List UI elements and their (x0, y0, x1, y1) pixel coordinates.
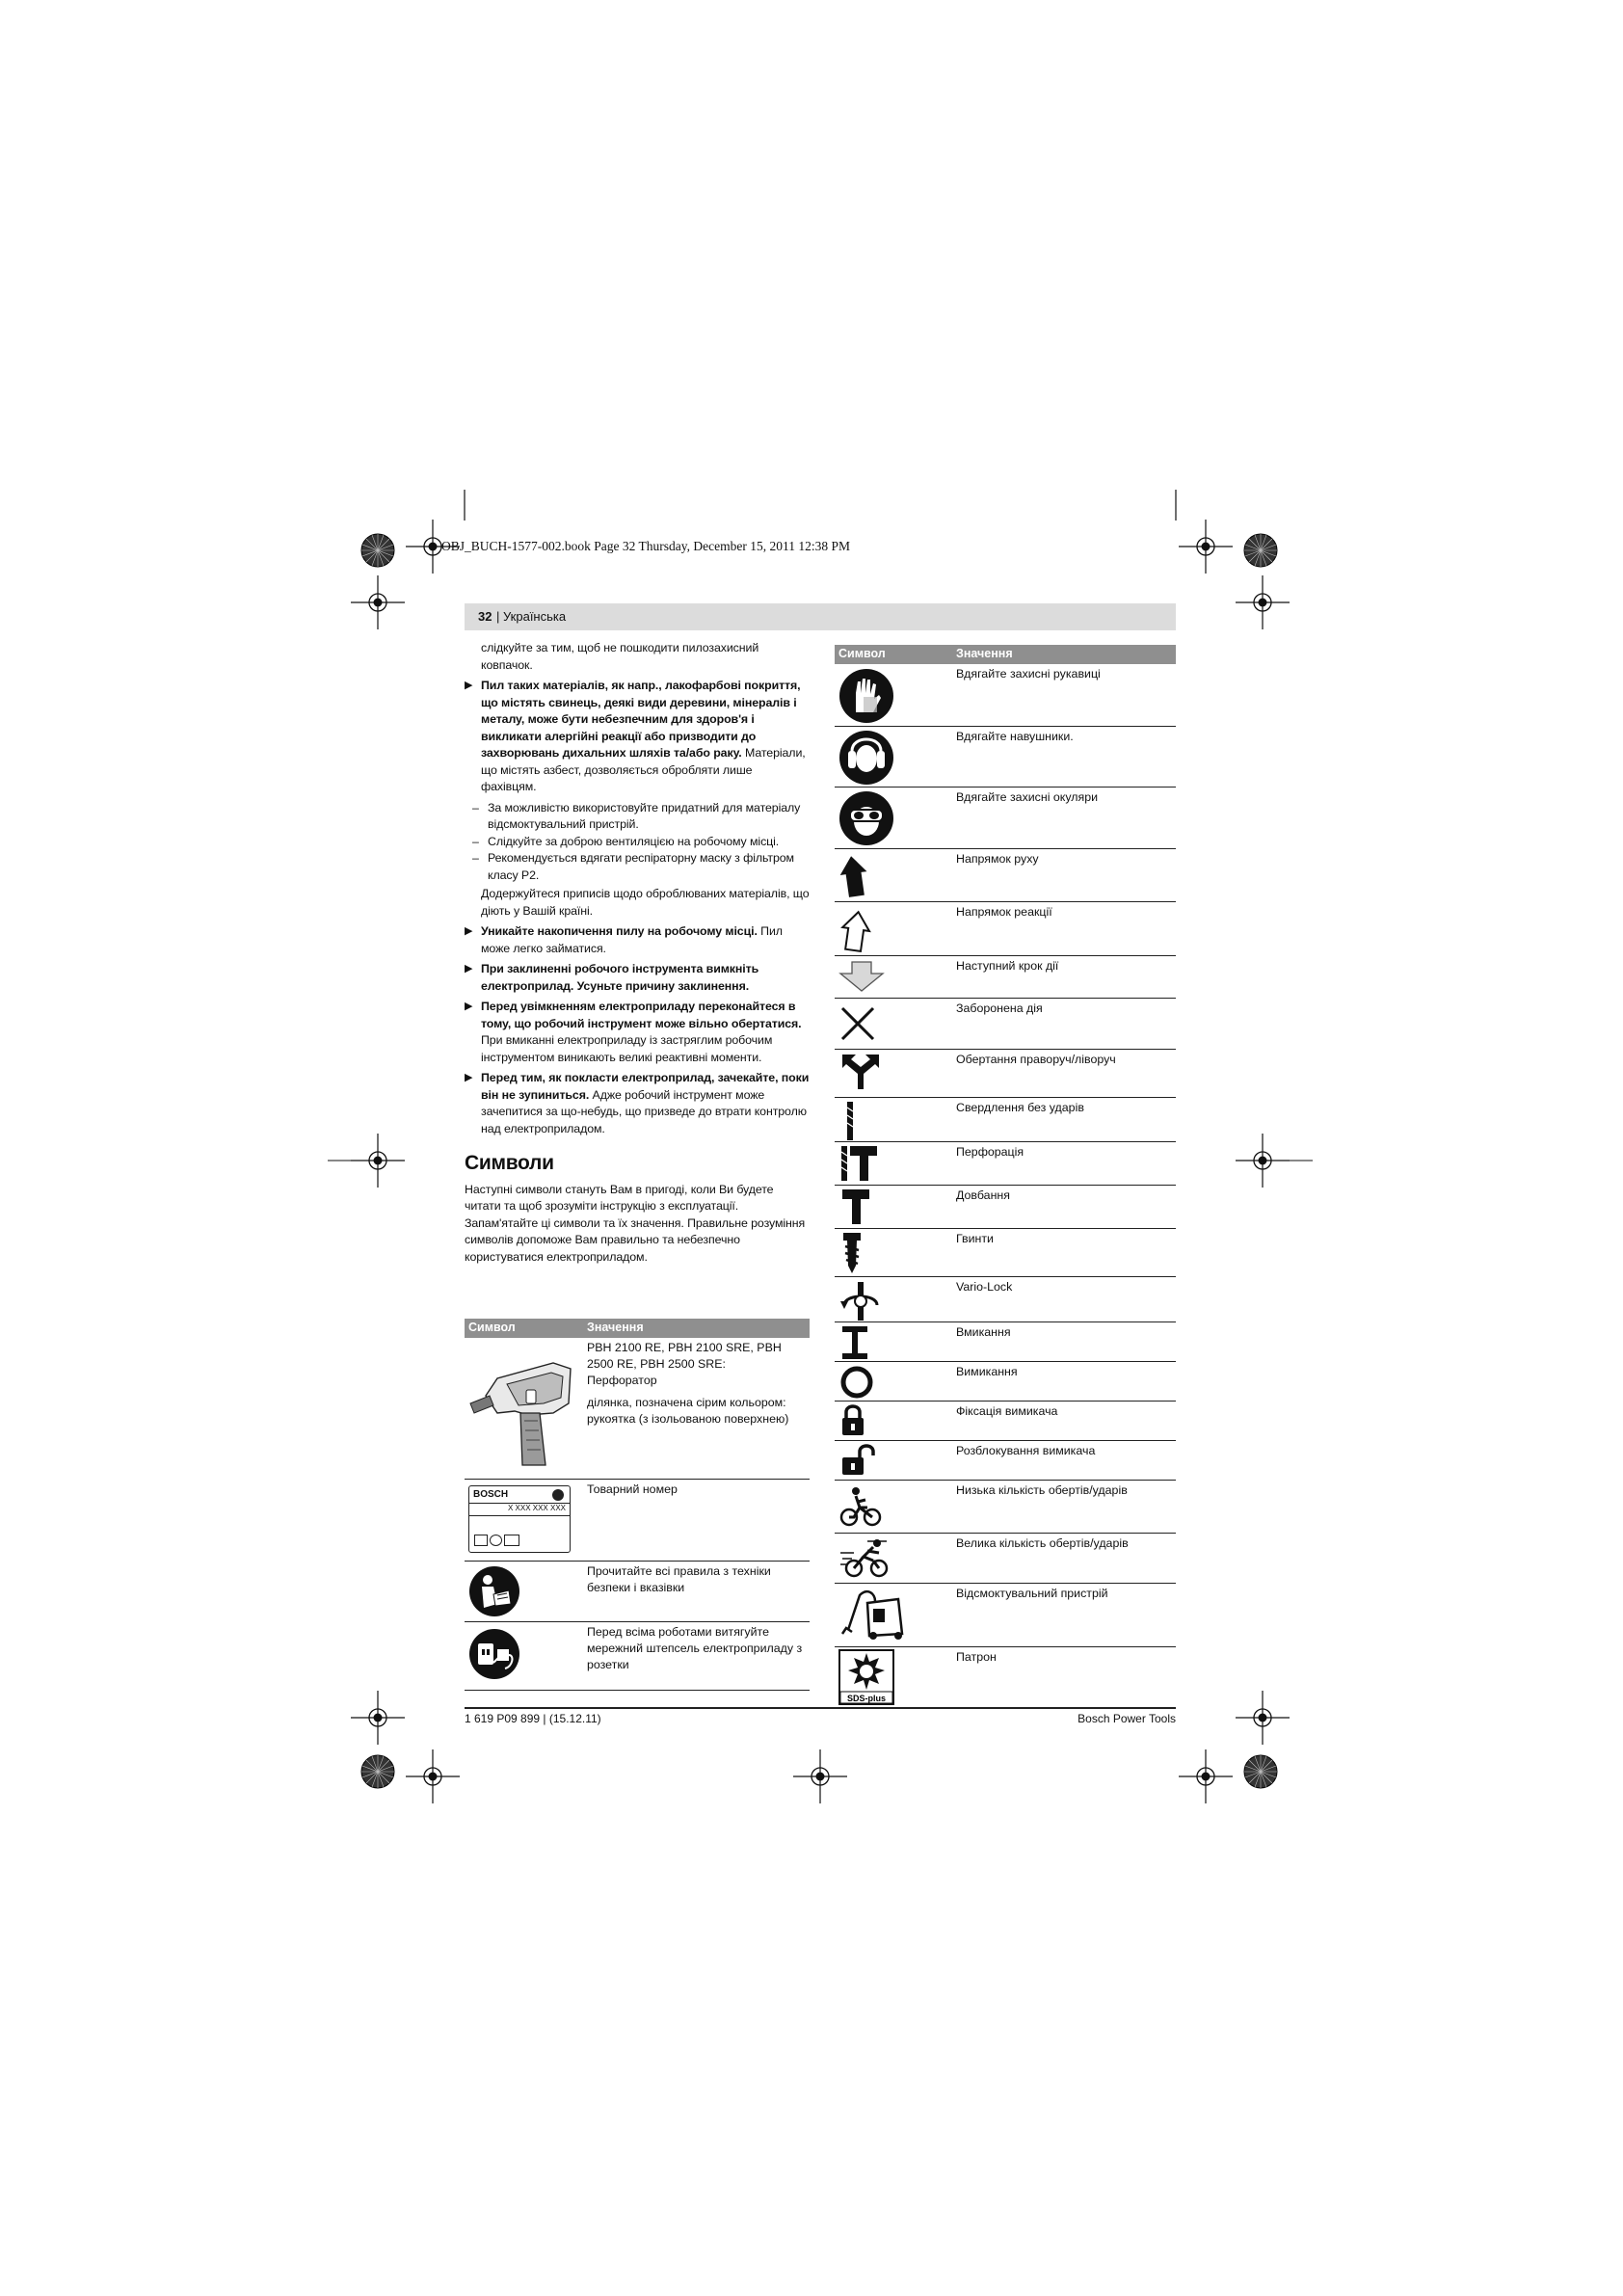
gloves-icon (838, 668, 894, 729)
symbol-meaning: Наступний крок дії (956, 959, 1059, 973)
left-column (465, 640, 810, 1269)
table-row (835, 956, 1176, 999)
table-row (835, 727, 1176, 788)
symbol-meaning: Напрямок руху (956, 852, 1039, 866)
symbol-meaning: Перфорація (956, 1145, 1024, 1159)
bullet-arrow-icon: ▶ (465, 680, 473, 691)
sds-chuck-icon (838, 1649, 894, 1710)
arrow-down-icon (838, 960, 887, 998)
hammer-drill-tool-icon (468, 1344, 576, 1471)
table-header: Символ Значення (465, 1319, 810, 1338)
symbol-meaning: Обертання праворуч/ліворуч (956, 1053, 1116, 1066)
tool-models: PBH 2100 RE, PBH 2100 SRE, PBH 2500 RE, PBH 2500 SRE: (587, 1341, 782, 1371)
intro-paragraph: Наступні символи стануть Вам в пригоді, коли Ви будете читати та щоб зрозуміти інструкцію з експлуатації. Запам'ятайте ці символи та їх значення. Правильне розуміння символів допоможе Вам правильно та небезпечно користуватися електроприладом. (465, 1182, 806, 1264)
print-header: OBJ_BUCH-1577-002.book Page 32 Thursday, December 15, 2011 12:38 PM (441, 539, 850, 553)
footer-right: Bosch Power Tools (1078, 1712, 1176, 1725)
table-row (835, 902, 1176, 956)
table-row (835, 664, 1176, 727)
table-row (835, 1050, 1176, 1098)
dash-item: – За можливістю використовуйте придатний для матеріалу відсмоктувальний пристрій. (472, 800, 801, 831)
table-header: Символ Значення (835, 645, 1176, 664)
vario-lock-icon (838, 1280, 885, 1327)
unplug-label: Перед всіма роботами витягуйте мережний штепсель електроприладу з розетки (587, 1625, 803, 1671)
symbol-meaning: Вдягайте захисні окуляри (956, 790, 1099, 804)
section-heading: Символи (465, 1152, 554, 1174)
page-number: 32 (478, 609, 492, 624)
table-row (835, 1229, 1176, 1277)
bullet-arrow-icon: ▶ (465, 1072, 473, 1083)
arrow-up-filled-icon (838, 852, 877, 905)
table-row (835, 849, 1176, 902)
table-row (835, 1186, 1176, 1229)
symbol-meaning: Патрон (956, 1650, 997, 1664)
symbol-meaning: Vario-Lock (956, 1280, 1013, 1294)
table-row (465, 1480, 810, 1562)
lock-closed-icon (838, 1402, 867, 1444)
symbol-meaning: Велика кількість обертів/ударів (956, 1536, 1129, 1550)
left-symbols-table (465, 1319, 810, 1691)
switch-on-icon (838, 1324, 871, 1366)
symbol-meaning: Довбання (956, 1188, 1010, 1202)
symbol-meaning: Вдягайте захисні рукавиці (956, 667, 1101, 681)
table-row (835, 1441, 1176, 1481)
tool-grey-area-note: ділянка, позначена сірим кольором: рукоятка (з ізольованою поверхнею) (587, 1396, 789, 1426)
symbol-meaning: Відсмоктувальний пристрій (956, 1587, 1108, 1600)
ear-protection-icon (838, 730, 894, 790)
bullet-item: ▶ Перед тим, як покласти електроприлад, зачекайте, поки він не зупиниться. Адже робочий інструмент може зачепитися за що-небудь, що призведе до втрати контролю над електроприладом. (465, 1071, 810, 1135)
symbol-meaning: Вимикання (956, 1365, 1018, 1378)
goggles-icon (838, 790, 894, 851)
table-row (835, 1402, 1176, 1441)
bullet-arrow-icon: ▶ (465, 963, 473, 974)
lock-open-icon (838, 1442, 877, 1483)
symbol-meaning: Свердлення без ударів (956, 1101, 1084, 1114)
table-row (835, 1142, 1176, 1186)
vacuum-icon (838, 1586, 908, 1646)
table-row (835, 1322, 1176, 1362)
symbol-meaning: Низька кількість обертів/ударів (956, 1483, 1128, 1497)
symbol-meaning: Вмикання (956, 1325, 1011, 1339)
table-row (835, 1481, 1176, 1534)
dash-item: – Рекомендується вдягати респіраторну маску з фільтром класу P2. (472, 851, 794, 882)
page-language: Українська (503, 609, 567, 624)
unplug-icon (468, 1628, 520, 1680)
table-row (835, 1098, 1176, 1142)
paragraph: слідкуйте за тим, щоб не пошкодити пилозахисний ковпачок. (481, 641, 759, 672)
table-row (835, 788, 1176, 849)
sds-label: SDS-plus (846, 1694, 887, 1703)
symbol-meaning: Розблокування вимикача (956, 1444, 1096, 1457)
cross-icon (838, 1004, 877, 1048)
table-row (465, 1622, 810, 1691)
read-manual-icon (468, 1565, 520, 1617)
read-instructions-label: Прочитайте всі правила з техніки безпеки і вказівки (587, 1564, 771, 1594)
dash-item: – Слідкуйте за доброю вентиляцією на робочому місці. (472, 834, 780, 848)
symbol-meaning: Заборонена дія (956, 1001, 1043, 1015)
cyclist-fast-icon (838, 1535, 892, 1585)
bullet-item: ▶ При заклиненні робочого інструмента вимкніть електроприлад. Усуньте причину заклинення. (465, 962, 759, 993)
table-row (835, 999, 1176, 1050)
switch-off-icon (838, 1364, 875, 1405)
cyclist-slow-icon (838, 1484, 883, 1534)
table-row (835, 1277, 1176, 1322)
page-header-bar: 32 | Українська (465, 603, 1176, 630)
table-row (835, 1647, 1176, 1708)
symbol-meaning: Фіксація вимикача (956, 1404, 1058, 1418)
bullet-arrow-icon: ▶ (465, 925, 473, 937)
table-row (465, 1338, 810, 1480)
bullet-arrow-icon: ▶ (465, 1001, 473, 1012)
table-row (835, 1534, 1176, 1584)
symbol-meaning: Гвинти (956, 1232, 994, 1245)
bullet-item: ▶ Уникайте накопичення пилу на робочому місці. Пил може легко займатися. (465, 924, 783, 955)
hammer-drill-icon (838, 1144, 881, 1188)
screw-icon (838, 1231, 865, 1280)
nameplate-icon: BOSCH X XXX XXX XXX (468, 1485, 571, 1553)
table-row (835, 1584, 1176, 1647)
table-row (465, 1562, 810, 1622)
chisel-icon (838, 1188, 873, 1231)
bullet-item: ▶ Перед увімкненням електроприладу переконайтеся в тому, що робочий інструмент може вільно обертатися. При вмиканні електроприладу із застряглим робочим інструментом виникають великі реактивні моменти. (465, 1000, 802, 1064)
arrow-up-outline-icon (838, 906, 877, 959)
drill-bit-icon (838, 1100, 862, 1147)
footer-rule (465, 1707, 1176, 1709)
article-number-label: Товарний номер (587, 1482, 678, 1496)
symbol-meaning: Вдягайте навушники. (956, 730, 1074, 743)
table-row (835, 1362, 1176, 1402)
symbol-meaning: Напрямок реакції (956, 905, 1052, 919)
footer-left: 1 619 P09 899 | (15.12.11) (465, 1712, 601, 1725)
right-symbols-table (835, 645, 1176, 1708)
paragraph: Додержуйтеся приписів щодо оброблюваних матеріалів, що діють у Вашій країні. (481, 887, 810, 918)
bullet-item: ▶ Пил таких матеріалів, як напр., лакофарбові покриття, що містять свинець, деякі види деревини, мінералів і металу, може бути небезпечним для здоров'я і викликати алергійні реакції або призводити до захворювань дихальних шляхів та/або раку. Матеріали, що містять азбест, дозволяється обробляти лише фахівцям. (465, 679, 806, 793)
fork-arrows-icon (838, 1053, 883, 1096)
tool-name: Перфоратор (587, 1374, 657, 1387)
